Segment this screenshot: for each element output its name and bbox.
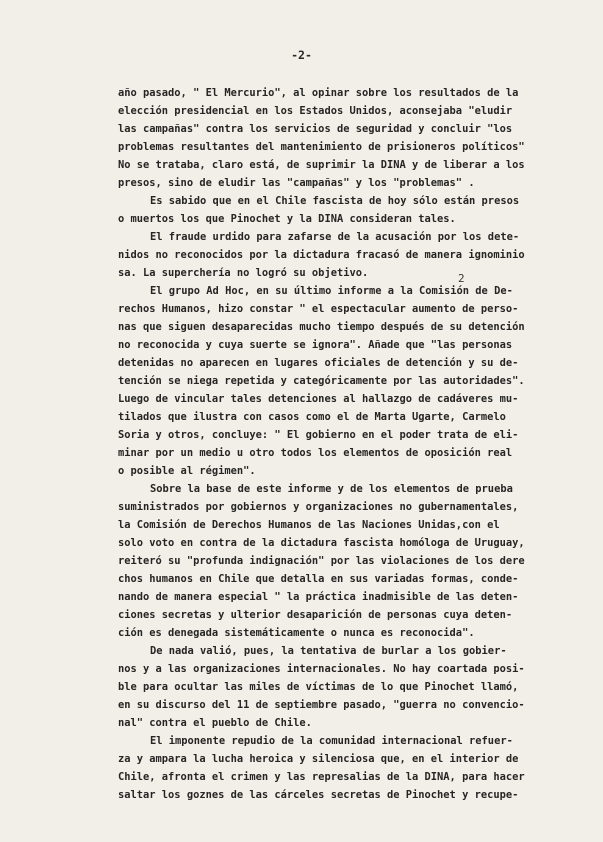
text-line: El grupo Ad Hoc, en su último informe a la Comisión de De-: [150, 285, 513, 297]
text-line: o posible al régimen".: [118, 465, 256, 477]
text-line: solo voto en contra de la dictadura fascista homóloga de Uruguay,: [118, 537, 525, 549]
text-line: Luego de vincular tales detenciones al hallazgo de cadáveres mu-: [118, 393, 519, 405]
text-line: elección presidencial en los Estados Unidos, aconsejaba "eludir: [118, 105, 513, 117]
text-line: problemas resultantes del mantenimiento de prisioneros políticos": [118, 141, 525, 153]
text-line: tención se niega repetida y categóricamente por las autoridades".: [118, 375, 525, 387]
text-line: reiteró su "profunda indignación" por las violaciones de los dere: [118, 555, 525, 567]
text-line: año pasado, " El Mercurio", al opinar sobre los resultados de la: [118, 87, 519, 99]
text-line: saltar los goznes de las cárceles secretas de Pinochet y recupe-: [118, 789, 519, 801]
text-line: tilados que ilustra con casos como el de Marta Ugarte, Carmelo: [118, 411, 506, 423]
text-line: El imponente repudio de la comunidad internacional refuer-: [150, 735, 513, 747]
text-line: sa. La superchería no logró su objetivo.: [118, 267, 369, 279]
text-line: chos humanos en Chile que detalla en sus variadas formas, conde-: [118, 573, 519, 585]
text-line: las campañas" contra los servicios de seguridad y concluir "los: [118, 123, 513, 135]
text-line: ble para ocultar las miles de víctimas de lo que Pinochet llamó,: [118, 681, 519, 693]
text-line: nal" contra el pueblo de Chile.: [118, 717, 312, 729]
handwritten-mark: 2: [458, 272, 465, 285]
text-line: za y ampara la lucha heroica y silenciosa que, en el interior de: [118, 753, 519, 765]
text-line: minar por un medio u otro todos los elementos de oposición real: [118, 447, 513, 459]
text-line: Es sabido que en el Chile fascista de hoy sólo están presos: [150, 195, 520, 207]
text-line: rechos Humanos, hizo constar " el espectacular aumento de perso-: [118, 303, 519, 315]
text-line: la Comisión de Derechos Humanos de las Naciones Unidas,con el: [118, 519, 500, 531]
text-line: suministrados por gobiernos y organizaciones no gubernamentales,: [118, 501, 519, 513]
text-line: ción es denegada sistemáticamente o nunca es reconocida".: [118, 627, 475, 639]
text-line: nos y a las organizaciones internacionales. No hay coartada posi-: [118, 663, 525, 675]
text-line: presos, sino de eludir las "campañas" y los "problemas" .: [118, 177, 475, 189]
text-line: o muertos los que Pinochet y la DINA consideran tales.: [118, 213, 456, 225]
text-line: no reconocida y cuya suerte se ignora". Añade que "las personas: [118, 339, 513, 351]
text-line: Sobre la base de este informe y de los elementos de prueba: [150, 483, 513, 495]
text-line: ciones secretas y ulterior desaparición de personas cuya deten-: [118, 609, 513, 621]
text-line: en su discurso del 11 de septiembre pasado, "guerra no convencio-: [118, 699, 525, 711]
text-line: Chile, afronta el crimen y las represalias de la DINA, para hacer: [118, 771, 525, 783]
text-line: nidos no reconocidos por la dictadura fracasó de manera ignominio: [118, 249, 525, 261]
text-line: Soria y otros, concluye: " El gobierno en el poder trata de eli-: [118, 429, 519, 441]
text-line: De nada valió, pues, la tentativa de burlar a los gobier-: [150, 645, 507, 657]
text-line: El fraude urdido para zafarse de la acusación por los dete-: [150, 231, 520, 243]
text-line: detenidas no aparecen en lugares oficiales de detención y su de-: [118, 357, 519, 369]
text-line: nas que siguen desaparecidas mucho tiempo después de su detención: [118, 321, 525, 333]
page-number: -2-: [291, 48, 312, 62]
text-line: No se trataba, claro está, de suprimir la DINA y de liberar a los: [118, 159, 525, 171]
text-line: nando de manera especial " la práctica inadmisible de las deten-: [118, 591, 519, 603]
